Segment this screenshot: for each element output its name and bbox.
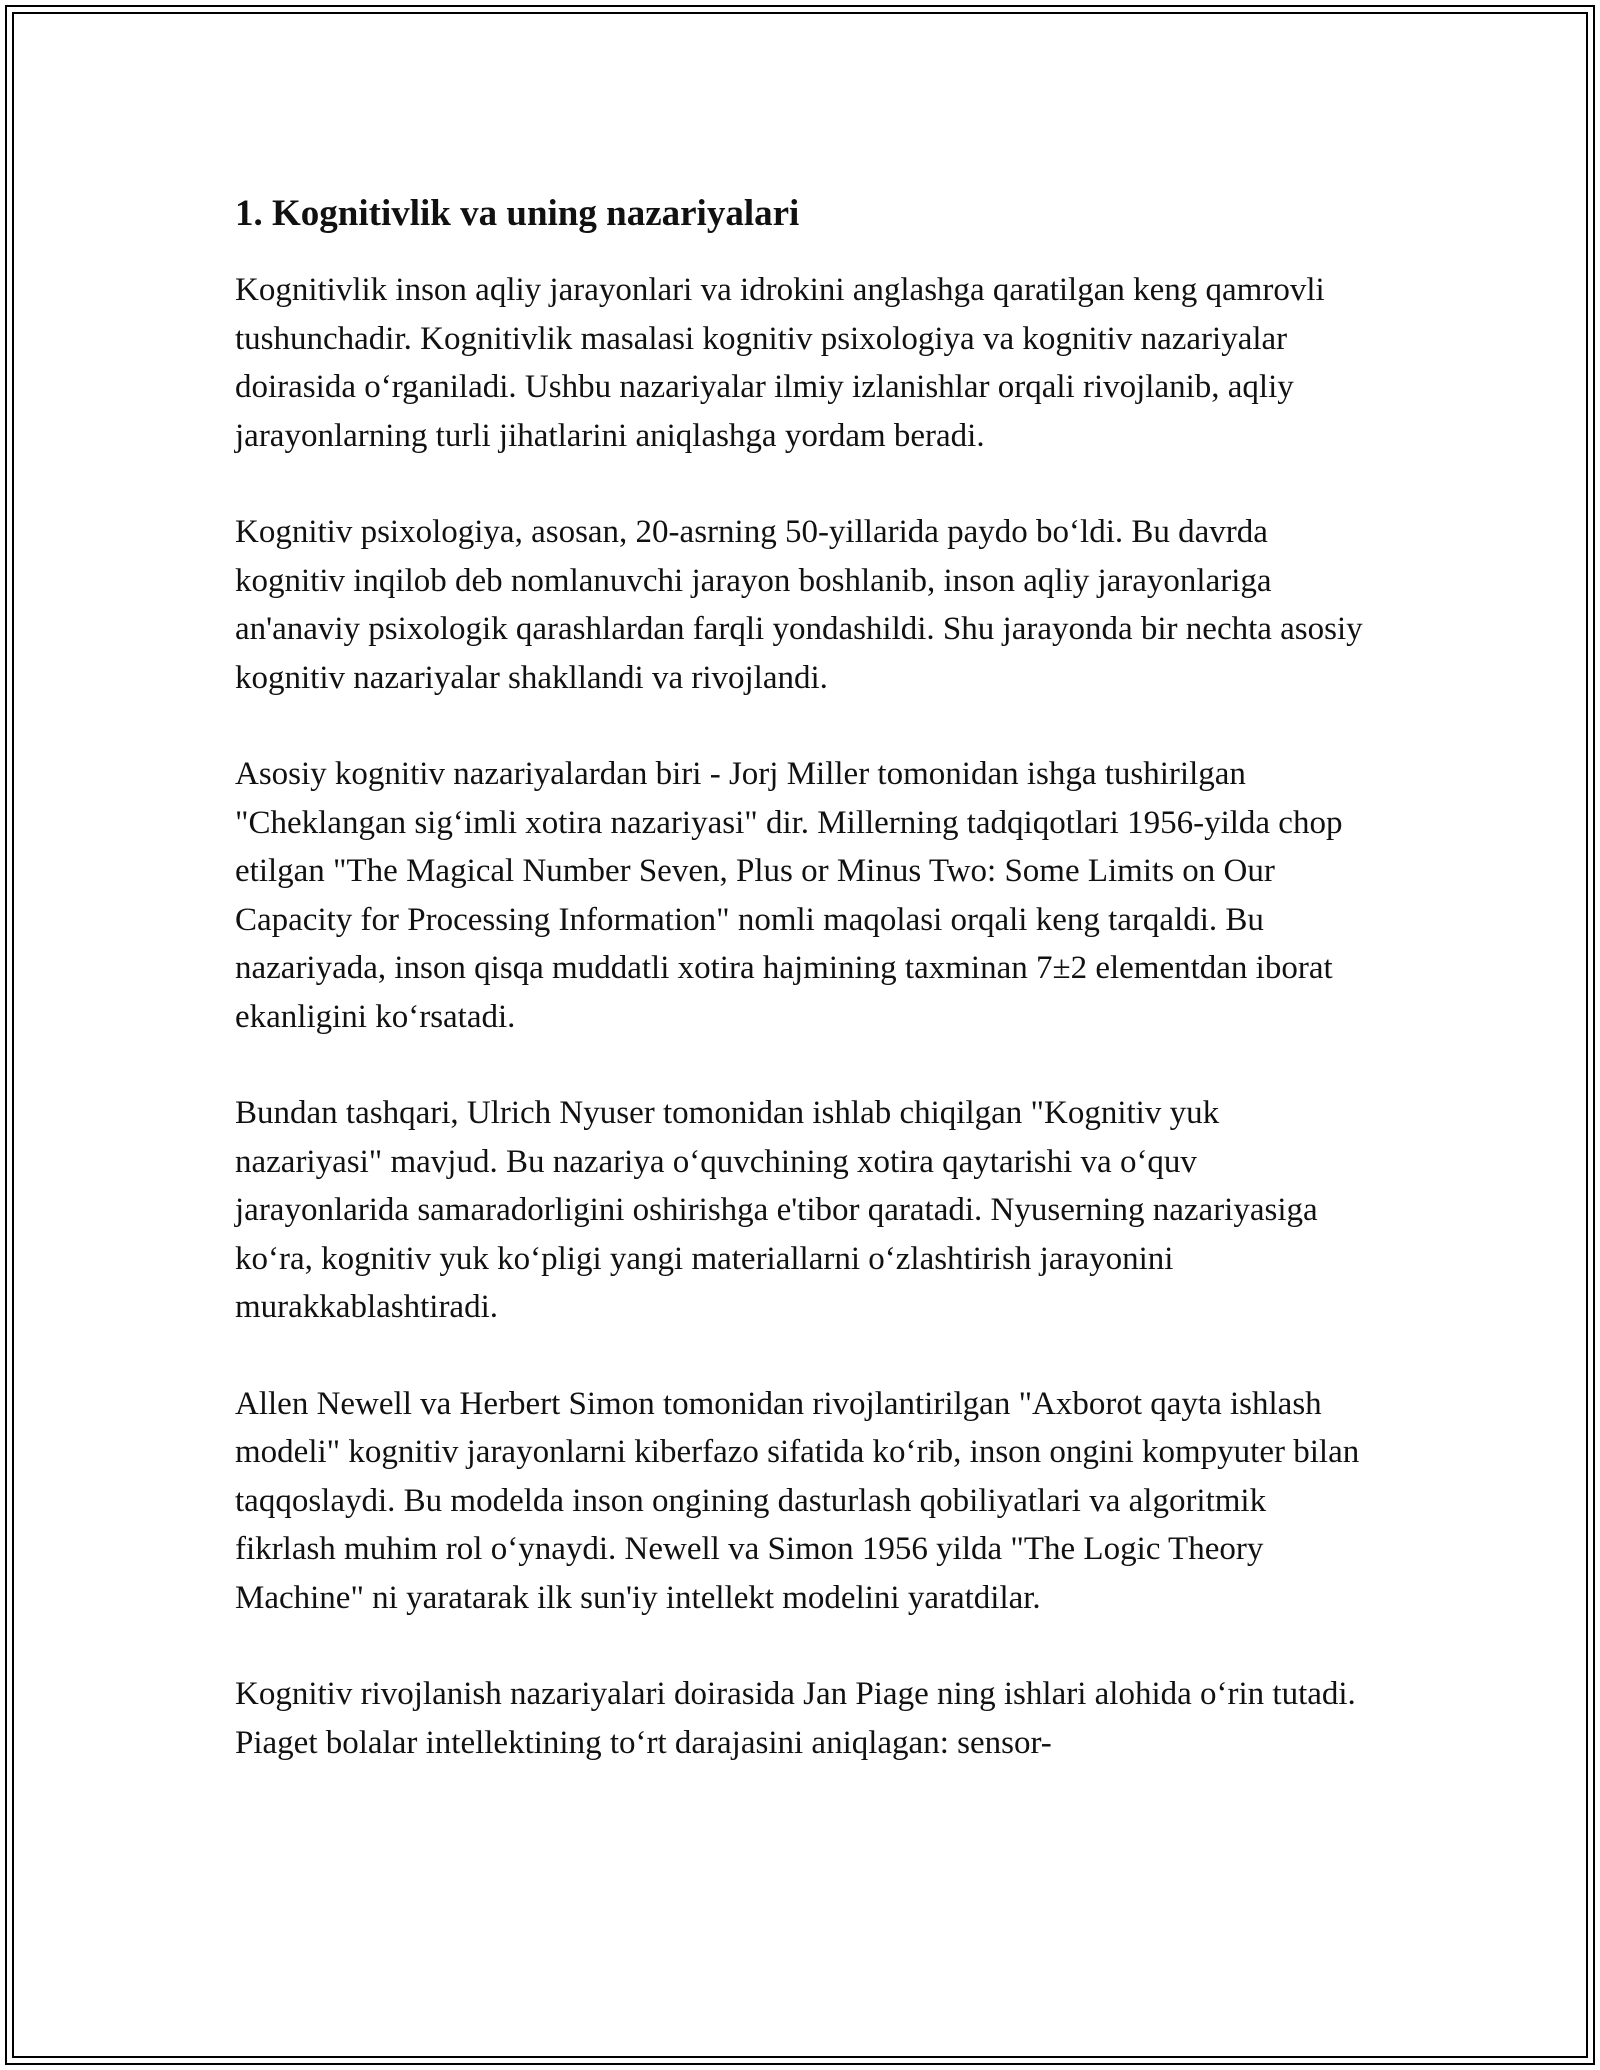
paragraph-3: Asosiy kognitiv nazariyalardan biri - Jorj Miller tomonidan ishga tushirilgan "Cheklangan sigʻimli xotira nazariyasi" dir. Millerning tadqiqotlari 1956-yilda chop etilgan "The Magical Number Seven, Plus or Minus Two: Some Limits on Our Capacity for Processing Information" nomli maqolasi orqali keng tarqaldi. Bu nazariyada, inson qisqa muddatli xotira hajmining taxminan 7±2 elementdan iborat ekanligini koʻrsatadi. [235, 756, 1343, 1035]
paragraph-4: Bundan tashqari, Ulrich Nyuser tomonidan ishlab chiqilgan "Kognitiv yuk nazariyasi" mavjud. Bu nazariya oʻquvchining xotira qaytarishi va oʻquv jarayonlarida samaradorligini oshirishga e'tibor qaratadi. Nyuserning nazariyasiga koʻra, kognitiv yuk koʻpligi yangi materiallarni oʻzlashtirish jarayonini murakkablashtiradi. [235, 1095, 1318, 1325]
document-body [235, 188, 1365, 1815]
paragraph-2: Kognitiv psixologiya, asosan, 20-asrning 50-yillarida paydo boʻldi. Bu davrda kognitiv inqilob deb nomlanuvchi jarayon boshlanib, inson aqliy jarayonlariga an'anaviy psixologik qarashlardan farqli yondashildi. Shu jarayonda bir nechta asosiy kognitiv nazariyalar shakllandi va rivojlandi. [235, 514, 1363, 696]
paragraph-6: Kognitiv rivojlanish nazariyalari doirasida Jan Piage ning ishlari alohida oʻrin tutadi. Piaget bolalar intellektining toʻrt darajasini aniqlagan: sensor- [235, 1676, 1356, 1761]
paragraph-5: Allen Newell va Herbert Simon tomonidan rivojlantirilgan "Axborot qayta ishlash modeli" kognitiv jarayonlarni kiberfazo sifatida koʻrib, inson ongini kompyuter bilan taqqoslaydi. Bu modelda inson ongining dasturlash qobiliyatlari va algoritmik fikrlash muhim rol oʻynaydi. Newell va Simon 1956 yilda "The Logic Theory Machine" ni yaratarak ilk sun'iy intellekt modelini yaratdilar. [235, 1385, 1360, 1616]
paragraph-1: Kognitivlik inson aqliy jarayonlari va idrokini anglashga qaratilgan keng qamrovli tushunchadir. Kognitivlik masalasi kognitiv psixologiya va kognitiv nazariyalar doirasida oʻrganiladi. Ushbu nazariyalar ilmiy izlanishlar orqali rivojlanib, aqliy jarayonlarning turli jihatlarini aniqlashga yordam beradi. [235, 272, 1325, 454]
section-heading: 1. Kognitivlik va uning nazariyalari [235, 193, 800, 234]
